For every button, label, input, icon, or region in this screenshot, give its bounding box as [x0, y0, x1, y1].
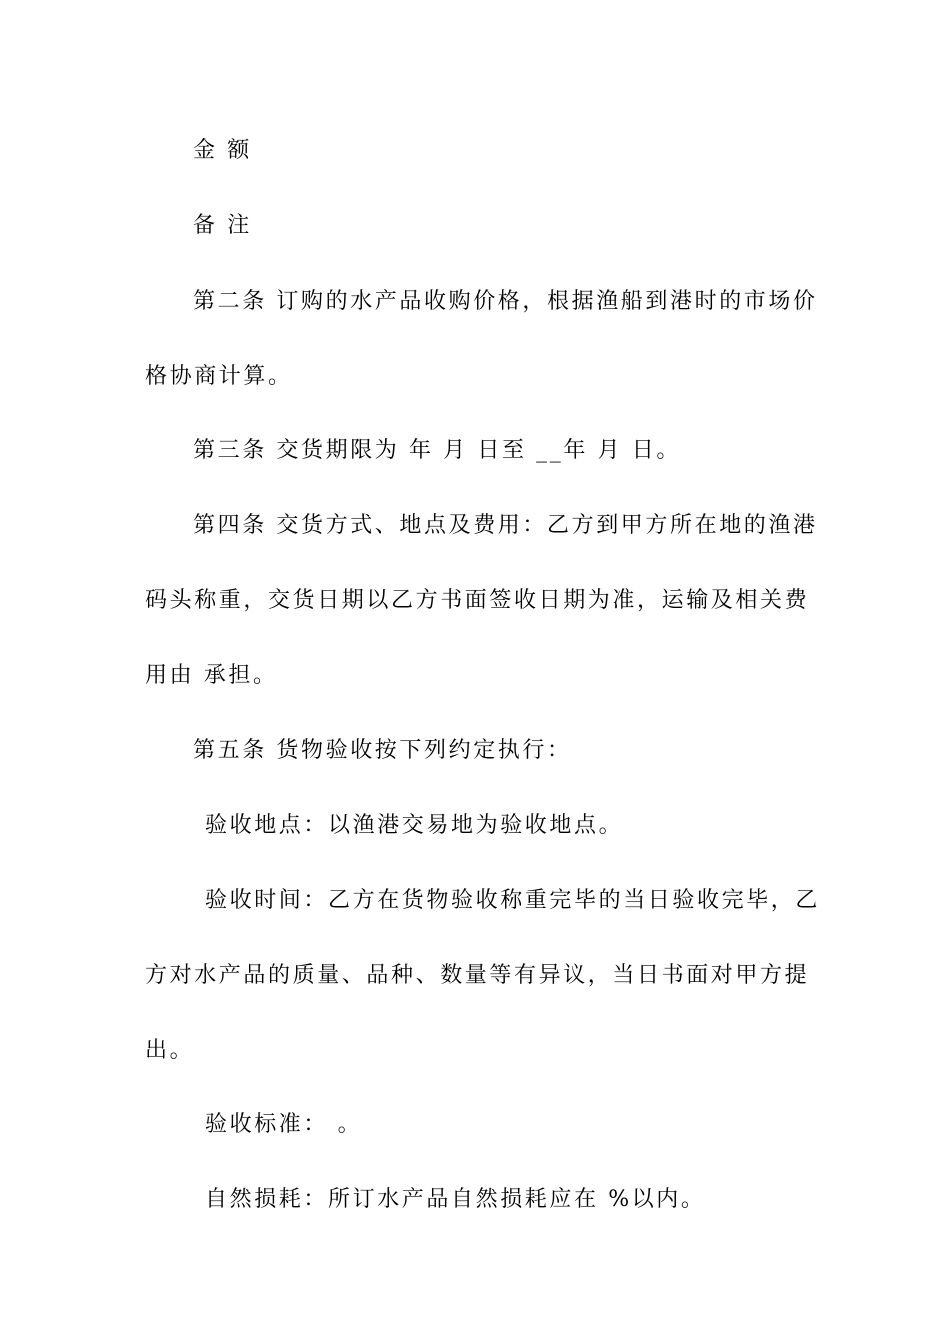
article-2-line-2: 格协商计算。 [145, 364, 293, 389]
article-4-line-3: 用由 承担。 [145, 663, 278, 688]
inspection-time-line-3: 出。 [145, 1038, 195, 1063]
article-4-line-2: 码头称重，交货日期以乙方书面签收日期为准，运输及相关费 [145, 588, 810, 613]
article-4-line-1: 第四条 交货方式、地点及费用：乙方到甲方所在地的渔港 [193, 513, 818, 538]
inspection-time-line-2: 方对水产品的质量、品种、数量等有异议，当日书面对甲方提 [145, 963, 810, 988]
article-5-line: 第五条 货物验收按下列约定执行： [193, 738, 572, 763]
article-2-line-1: 第二条 订购的水产品收购价格，根据渔船到港时的市场价 [193, 289, 818, 314]
article-3-line: 第三条 交货期限为 年 月 日至 __年 月 日。 [193, 438, 681, 463]
inspection-standard: 验收标准： 。 [205, 1112, 363, 1137]
natural-loss: 自然损耗：所订水产品自然损耗应在 %以内。 [205, 1187, 706, 1212]
inspection-time-line-1: 验收时间：乙方在货物验收称重完毕的当日验收完毕，乙 [205, 888, 821, 913]
inspection-location: 验收地点：以渔港交易地为验收地点。 [205, 813, 624, 838]
amount-label: 金 额 [193, 138, 252, 163]
remarks-label: 备 注 [193, 213, 252, 238]
